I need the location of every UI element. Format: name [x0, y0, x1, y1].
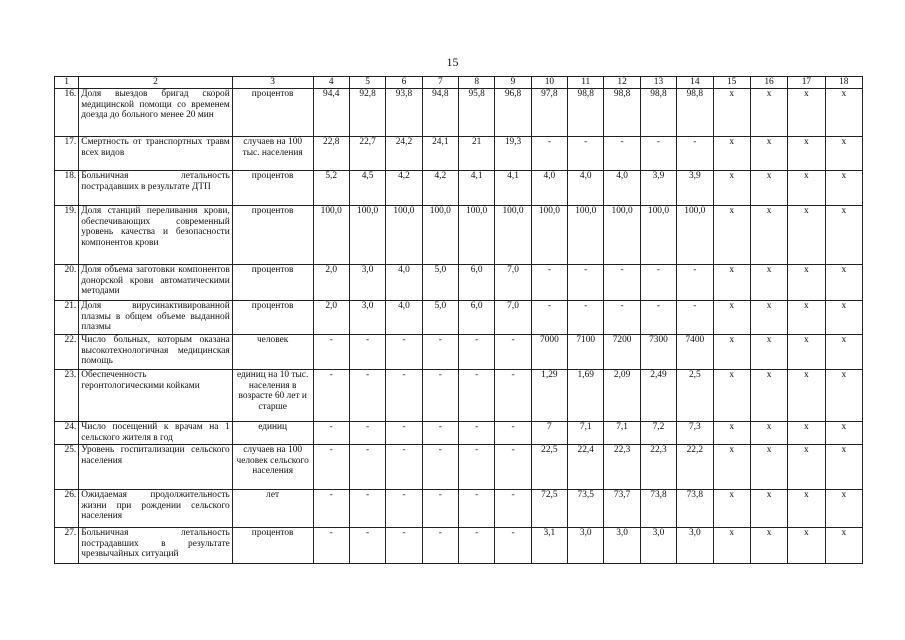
value-cell: x: [788, 445, 825, 490]
value-cell: x: [788, 335, 825, 370]
row-number: 23.: [55, 370, 79, 422]
value-cell: x: [788, 490, 825, 528]
value-cell: 24,2: [386, 137, 422, 171]
value-cell: x: [713, 335, 750, 370]
unit-cell: процентов: [232, 301, 313, 335]
value-cell: 3,9: [677, 171, 713, 206]
row-number: 16.: [55, 89, 79, 137]
value-cell: 2,5: [677, 370, 713, 422]
column-header: 2: [79, 77, 233, 89]
value-cell: -: [495, 422, 531, 445]
value-cell: -: [568, 137, 604, 171]
indicator-name: Ожидаемая продолжительность жизни при рождении сельского населения: [79, 490, 233, 528]
value-cell: x: [750, 528, 787, 564]
table-row: [55, 89, 863, 137]
value-cell: x: [750, 265, 787, 301]
unit-cell: единиц на 10 тыс. населения в возрасте 60 лет и старше: [232, 370, 313, 422]
indicator-name: Уровень госпитализации сельского населения: [79, 445, 233, 490]
value-cell: x: [825, 137, 862, 171]
value-cell: x: [713, 137, 750, 171]
column-header: 6: [386, 77, 422, 89]
table-row: [55, 301, 863, 335]
value-cell: x: [825, 528, 862, 564]
value-cell: 2,09: [604, 370, 640, 422]
indicator-name: Доля выездов бригад скорой медицинской помощи со временем доезда до больного менее 20 мин: [79, 89, 233, 137]
unit-cell: случаев на 100 тыс. населения: [232, 137, 313, 171]
value-cell: 4,1: [458, 171, 494, 206]
value-cell: 100,0: [677, 206, 713, 265]
value-cell: 3,0: [640, 528, 676, 564]
value-cell: -: [422, 490, 458, 528]
value-cell: 100,0: [313, 206, 349, 265]
value-cell: -: [458, 490, 494, 528]
row-number: 24.: [55, 422, 79, 445]
value-cell: 2,0: [313, 301, 349, 335]
value-cell: x: [825, 89, 862, 137]
value-cell: 7,1: [568, 422, 604, 445]
value-cell: x: [825, 171, 862, 206]
value-cell: -: [640, 265, 676, 301]
value-cell: 22,5: [531, 445, 567, 490]
indicator-name: Больничная летальность пострадавших в результате ДТП: [79, 171, 233, 206]
value-cell: 73,7: [604, 490, 640, 528]
value-cell: -: [386, 490, 422, 528]
value-cell: x: [713, 265, 750, 301]
value-cell: 72,5: [531, 490, 567, 528]
column-header: 11: [568, 77, 604, 89]
value-cell: x: [825, 445, 862, 490]
value-cell: 4,0: [386, 301, 422, 335]
table-body: [55, 89, 863, 564]
value-cell: x: [713, 490, 750, 528]
value-cell: 100,0: [386, 206, 422, 265]
value-cell: 22,3: [604, 445, 640, 490]
value-cell: -: [458, 528, 494, 564]
value-cell: -: [531, 265, 567, 301]
column-header: 14: [677, 77, 713, 89]
value-cell: 22,4: [568, 445, 604, 490]
value-cell: 100,0: [458, 206, 494, 265]
unit-cell: процентов: [232, 528, 313, 564]
value-cell: 7,0: [495, 301, 531, 335]
value-cell: 7: [531, 422, 567, 445]
value-cell: 100,0: [640, 206, 676, 265]
value-cell: 5,0: [422, 265, 458, 301]
value-cell: x: [788, 370, 825, 422]
value-cell: -: [386, 370, 422, 422]
table-row: [55, 445, 863, 490]
value-cell: 1,69: [568, 370, 604, 422]
value-cell: -: [349, 445, 385, 490]
unit-cell: единиц: [232, 422, 313, 445]
value-cell: -: [349, 335, 385, 370]
value-cell: 7,1: [604, 422, 640, 445]
value-cell: x: [788, 89, 825, 137]
value-cell: x: [713, 206, 750, 265]
unit-cell: процентов: [232, 206, 313, 265]
value-cell: x: [713, 171, 750, 206]
value-cell: 96,8: [495, 89, 531, 137]
row-number: 20.: [55, 265, 79, 301]
value-cell: -: [604, 137, 640, 171]
value-cell: -: [495, 370, 531, 422]
value-cell: 100,0: [495, 206, 531, 265]
value-cell: 97,8: [531, 89, 567, 137]
value-cell: 100,0: [422, 206, 458, 265]
row-number: 27.: [55, 528, 79, 564]
value-cell: x: [750, 301, 787, 335]
value-cell: 3,0: [677, 528, 713, 564]
indicator-name: Доля вирусинактивированной плазмы в общем объеме выданной плазмы: [79, 301, 233, 335]
value-cell: 22,7: [349, 137, 385, 171]
value-cell: x: [750, 490, 787, 528]
value-cell: -: [422, 422, 458, 445]
value-cell: x: [750, 137, 787, 171]
value-cell: x: [788, 206, 825, 265]
column-header: 9: [495, 77, 531, 89]
value-cell: -: [495, 528, 531, 564]
column-header: 7: [422, 77, 458, 89]
unit-cell: лет: [232, 490, 313, 528]
value-cell: 24,1: [422, 137, 458, 171]
column-header: 8: [458, 77, 494, 89]
value-cell: 4,0: [568, 171, 604, 206]
value-cell: x: [750, 370, 787, 422]
value-cell: 7,0: [495, 265, 531, 301]
value-cell: -: [568, 265, 604, 301]
value-cell: x: [788, 265, 825, 301]
indicator-name: Число посещений к врачам на 1 сельского жителя в год: [79, 422, 233, 445]
indicators-table: [54, 76, 863, 564]
column-header: 5: [349, 77, 385, 89]
indicator-name: Обеспеченность геронтологическими койками: [79, 370, 233, 422]
indicator-name: Доля станций переливания крови, обеспечивающих современный уровень качества и безопасности компонентов крови: [79, 206, 233, 265]
row-number: 26.: [55, 490, 79, 528]
value-cell: 100,0: [604, 206, 640, 265]
value-cell: x: [713, 370, 750, 422]
value-cell: 4,0: [604, 171, 640, 206]
table-row: [55, 422, 863, 445]
row-number: 22.: [55, 335, 79, 370]
value-cell: 7,3: [677, 422, 713, 445]
value-cell: 3,0: [349, 301, 385, 335]
column-header: 10: [531, 77, 567, 89]
unit-cell: процентов: [232, 265, 313, 301]
value-cell: 22,8: [313, 137, 349, 171]
table-row: [55, 206, 863, 265]
value-cell: 98,8: [604, 89, 640, 137]
column-header: 16: [750, 77, 787, 89]
value-cell: 5,2: [313, 171, 349, 206]
value-cell: 3,0: [604, 528, 640, 564]
value-cell: 94,8: [422, 89, 458, 137]
value-cell: x: [825, 490, 862, 528]
value-cell: x: [750, 335, 787, 370]
unit-cell: человек: [232, 335, 313, 370]
value-cell: -: [349, 528, 385, 564]
table-row: [55, 265, 863, 301]
value-cell: -: [677, 301, 713, 335]
unit-cell: процентов: [232, 171, 313, 206]
value-cell: 2,49: [640, 370, 676, 422]
value-cell: 22,3: [640, 445, 676, 490]
value-cell: -: [422, 335, 458, 370]
value-cell: 19,3: [495, 137, 531, 171]
value-cell: 73,8: [677, 490, 713, 528]
value-cell: 98,8: [568, 89, 604, 137]
row-number: 19.: [55, 206, 79, 265]
value-cell: 4,2: [386, 171, 422, 206]
value-cell: -: [422, 445, 458, 490]
value-cell: x: [825, 206, 862, 265]
value-cell: x: [825, 335, 862, 370]
value-cell: 7200: [604, 335, 640, 370]
value-cell: 94,4: [313, 89, 349, 137]
indicator-name: Смертность от транспортных травм всех видов: [79, 137, 233, 171]
value-cell: 7,2: [640, 422, 676, 445]
value-cell: -: [677, 265, 713, 301]
value-cell: x: [713, 301, 750, 335]
table-row: [55, 370, 863, 422]
value-cell: 73,8: [640, 490, 676, 528]
table-row: [55, 171, 863, 206]
value-cell: 4,5: [349, 171, 385, 206]
value-cell: x: [825, 265, 862, 301]
value-cell: x: [825, 370, 862, 422]
value-cell: 95,8: [458, 89, 494, 137]
indicator-name: Число больных, которым оказана высокотехнологичная медицинская помощь: [79, 335, 233, 370]
value-cell: -: [640, 301, 676, 335]
column-header: 12: [604, 77, 640, 89]
row-number: 18.: [55, 171, 79, 206]
value-cell: -: [313, 528, 349, 564]
value-cell: -: [677, 137, 713, 171]
value-cell: x: [713, 445, 750, 490]
value-cell: x: [713, 89, 750, 137]
column-header: 15: [713, 77, 750, 89]
value-cell: -: [422, 528, 458, 564]
value-cell: 3,9: [640, 171, 676, 206]
value-cell: x: [788, 301, 825, 335]
value-cell: x: [750, 206, 787, 265]
value-cell: x: [788, 528, 825, 564]
row-number: 25.: [55, 445, 79, 490]
column-header: 1: [55, 77, 79, 89]
value-cell: x: [713, 422, 750, 445]
value-cell: 93,8: [386, 89, 422, 137]
value-cell: 6,0: [458, 265, 494, 301]
table-row: [55, 528, 863, 564]
value-cell: x: [713, 528, 750, 564]
value-cell: 98,8: [677, 89, 713, 137]
value-cell: -: [495, 335, 531, 370]
value-cell: 92,8: [349, 89, 385, 137]
column-header: 4: [313, 77, 349, 89]
value-cell: -: [531, 137, 567, 171]
table-row: [55, 335, 863, 370]
value-cell: -: [422, 370, 458, 422]
value-cell: 73,5: [568, 490, 604, 528]
value-cell: -: [495, 490, 531, 528]
value-cell: -: [604, 301, 640, 335]
value-cell: 21: [458, 137, 494, 171]
value-cell: -: [458, 370, 494, 422]
value-cell: 7100: [568, 335, 604, 370]
value-cell: -: [386, 422, 422, 445]
value-cell: 1,29: [531, 370, 567, 422]
value-cell: -: [386, 335, 422, 370]
value-cell: -: [458, 335, 494, 370]
value-cell: -: [604, 265, 640, 301]
table-row: [55, 137, 863, 171]
value-cell: -: [640, 137, 676, 171]
table-row: [55, 490, 863, 528]
value-cell: -: [313, 335, 349, 370]
value-cell: x: [825, 422, 862, 445]
value-cell: x: [825, 301, 862, 335]
value-cell: 3,1: [531, 528, 567, 564]
value-cell: 4,0: [386, 265, 422, 301]
table-header-row: [55, 77, 863, 89]
column-header: 18: [825, 77, 862, 89]
indicator-name: Доля объема заготовки компонентов донорской крови автоматическими методами: [79, 265, 233, 301]
unit-cell: случаев на 100 человек сельского населения: [232, 445, 313, 490]
value-cell: x: [750, 89, 787, 137]
value-cell: x: [750, 171, 787, 206]
value-cell: x: [750, 422, 787, 445]
value-cell: x: [788, 422, 825, 445]
value-cell: -: [313, 445, 349, 490]
value-cell: -: [568, 301, 604, 335]
column-header: 17: [788, 77, 825, 89]
value-cell: 4,0: [531, 171, 567, 206]
row-number: 21.: [55, 301, 79, 335]
column-header: 3: [232, 77, 313, 89]
value-cell: -: [349, 422, 385, 445]
value-cell: -: [349, 490, 385, 528]
value-cell: 3,0: [568, 528, 604, 564]
value-cell: 22,2: [677, 445, 713, 490]
value-cell: -: [458, 445, 494, 490]
value-cell: -: [458, 422, 494, 445]
value-cell: -: [313, 370, 349, 422]
value-cell: 7000: [531, 335, 567, 370]
value-cell: -: [349, 370, 385, 422]
value-cell: x: [788, 171, 825, 206]
value-cell: 4,1: [495, 171, 531, 206]
value-cell: 2,0: [313, 265, 349, 301]
value-cell: x: [788, 137, 825, 171]
value-cell: 3,0: [349, 265, 385, 301]
indicator-name: Больничная летальность пострадавших в результате чрезвычайных ситуаций: [79, 528, 233, 564]
value-cell: 100,0: [568, 206, 604, 265]
value-cell: 98,8: [640, 89, 676, 137]
value-cell: -: [495, 445, 531, 490]
value-cell: 7400: [677, 335, 713, 370]
row-number: 17.: [55, 137, 79, 171]
value-cell: -: [313, 490, 349, 528]
value-cell: -: [531, 301, 567, 335]
value-cell: 5,0: [422, 301, 458, 335]
value-cell: 7300: [640, 335, 676, 370]
value-cell: 6,0: [458, 301, 494, 335]
unit-cell: процентов: [232, 89, 313, 137]
value-cell: x: [750, 445, 787, 490]
value-cell: 4,2: [422, 171, 458, 206]
value-cell: -: [313, 422, 349, 445]
column-header: 13: [640, 77, 676, 89]
value-cell: 100,0: [349, 206, 385, 265]
value-cell: -: [386, 445, 422, 490]
page-number: 15: [446, 55, 459, 69]
value-cell: 100,0: [531, 206, 567, 265]
value-cell: -: [386, 528, 422, 564]
